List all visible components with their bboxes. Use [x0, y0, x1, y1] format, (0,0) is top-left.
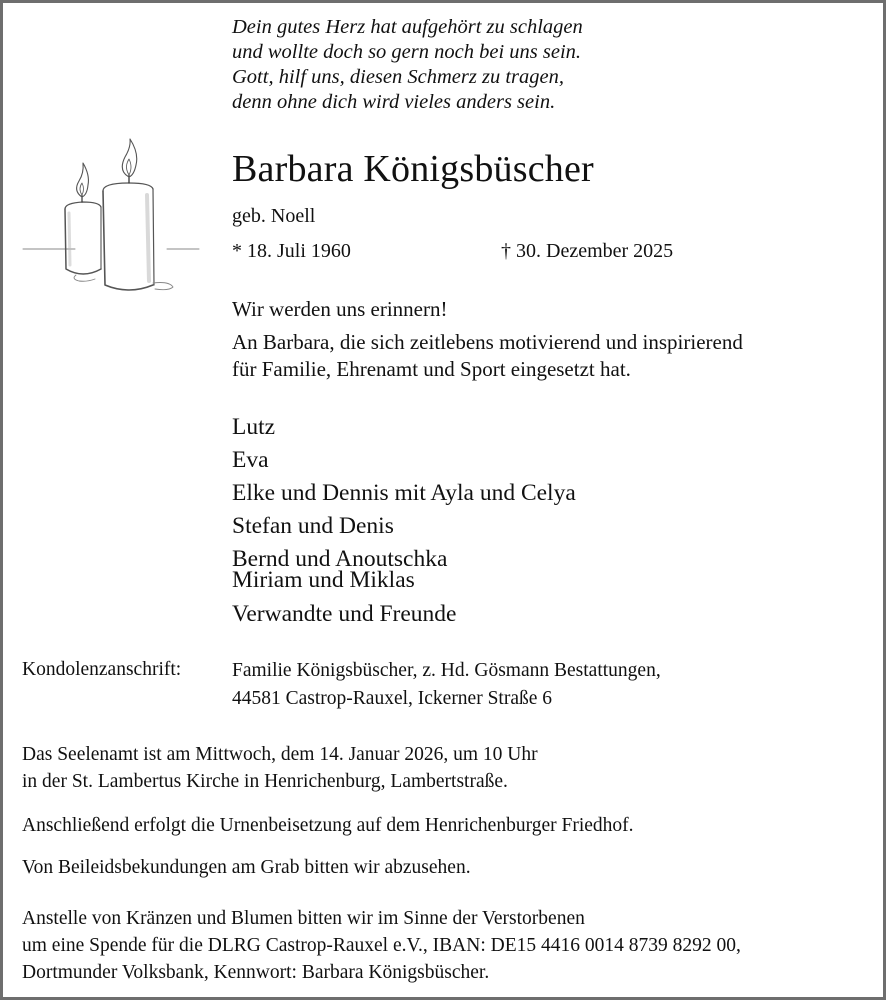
- service-line: in der St. Lambertus Kirche in Henrichenburg, Lambertstraße.: [22, 771, 508, 792]
- donation-line: Dortmunder Volksbank, Kennwort: Barbara Königsbüscher.: [22, 962, 490, 983]
- grave-note: [22, 854, 471, 881]
- poem-line: Dein gutes Herz hat aufgehört zu schlagen: [232, 16, 583, 38]
- burial-info: [22, 812, 634, 839]
- donation-line: um eine Spende für die DLRG Castrop-Rauxel e.V., IBAN: DE15 4416 0014 8739 8292 00,: [22, 935, 741, 956]
- donation-line: Anstelle von Kränzen und Blumen bitten wir im Sinne der Verstorbenen: [22, 908, 585, 929]
- poem-line: Gott, hilf uns, diesen Schmerz zu tragen,: [232, 66, 564, 88]
- address-line: Familie Königsbüscher, z. Hd. Gösmann Bestattungen,: [232, 660, 661, 681]
- maiden-name: geb. Noell: [232, 205, 316, 227]
- candles-icon: [21, 133, 201, 293]
- tribute-text: [232, 329, 743, 383]
- mourner-entry: Stefan und Denis: [232, 513, 394, 539]
- burial-text: Anschließend erfolgt die Urnenbeisetzung auf dem Henrichenburger Friedhof.: [22, 815, 634, 836]
- address-line: 44581 Castrop-Rauxel, Ickerner Straße 6: [232, 688, 553, 709]
- service-line: Das Seelenamt ist am Mittwoch, dem 14. Januar 2026, um 10 Uhr: [22, 744, 538, 765]
- mourner-entry: Verwandte und Freunde: [232, 601, 457, 627]
- grave-note-text: Von Beileidsbekundungen am Grab bitten wir abzusehen.: [22, 857, 471, 878]
- deceased-name: Barbara Königsbüscher: [232, 148, 594, 190]
- service-info: [22, 741, 538, 795]
- tribute-line: für Familie, Ehrenamt und Sport eingesetzt hat.: [232, 357, 631, 381]
- poem-line: und wollte doch so gern noch bei uns sein.: [232, 41, 582, 63]
- memorial-poem: [232, 15, 583, 115]
- mourner-entry: Bernd und Anoutschka: [232, 546, 448, 572]
- mourner-entry: Elke und Dennis mit Ayla und Celya: [232, 480, 576, 506]
- birth-date: * 18. Juli 1960: [232, 240, 351, 262]
- mourner-entry: Miriam und Miklas: [232, 567, 415, 593]
- mourner-entry: Eva: [232, 447, 269, 473]
- remembrance-heading: Wir werden uns erinnern!: [232, 297, 448, 321]
- tribute-line: An Barbara, die sich zeitlebens motivierend und inspirierend: [232, 330, 743, 354]
- death-date: † 30. Dezember 2025: [501, 240, 674, 262]
- condolence-address: [232, 657, 661, 713]
- mourner-entry: Lutz: [232, 414, 276, 440]
- condolence-label: Kondolenzanschrift:: [22, 659, 182, 680]
- poem-line: denn ohne dich wird vieles anders sein.: [232, 91, 556, 113]
- donation-info: [22, 905, 741, 986]
